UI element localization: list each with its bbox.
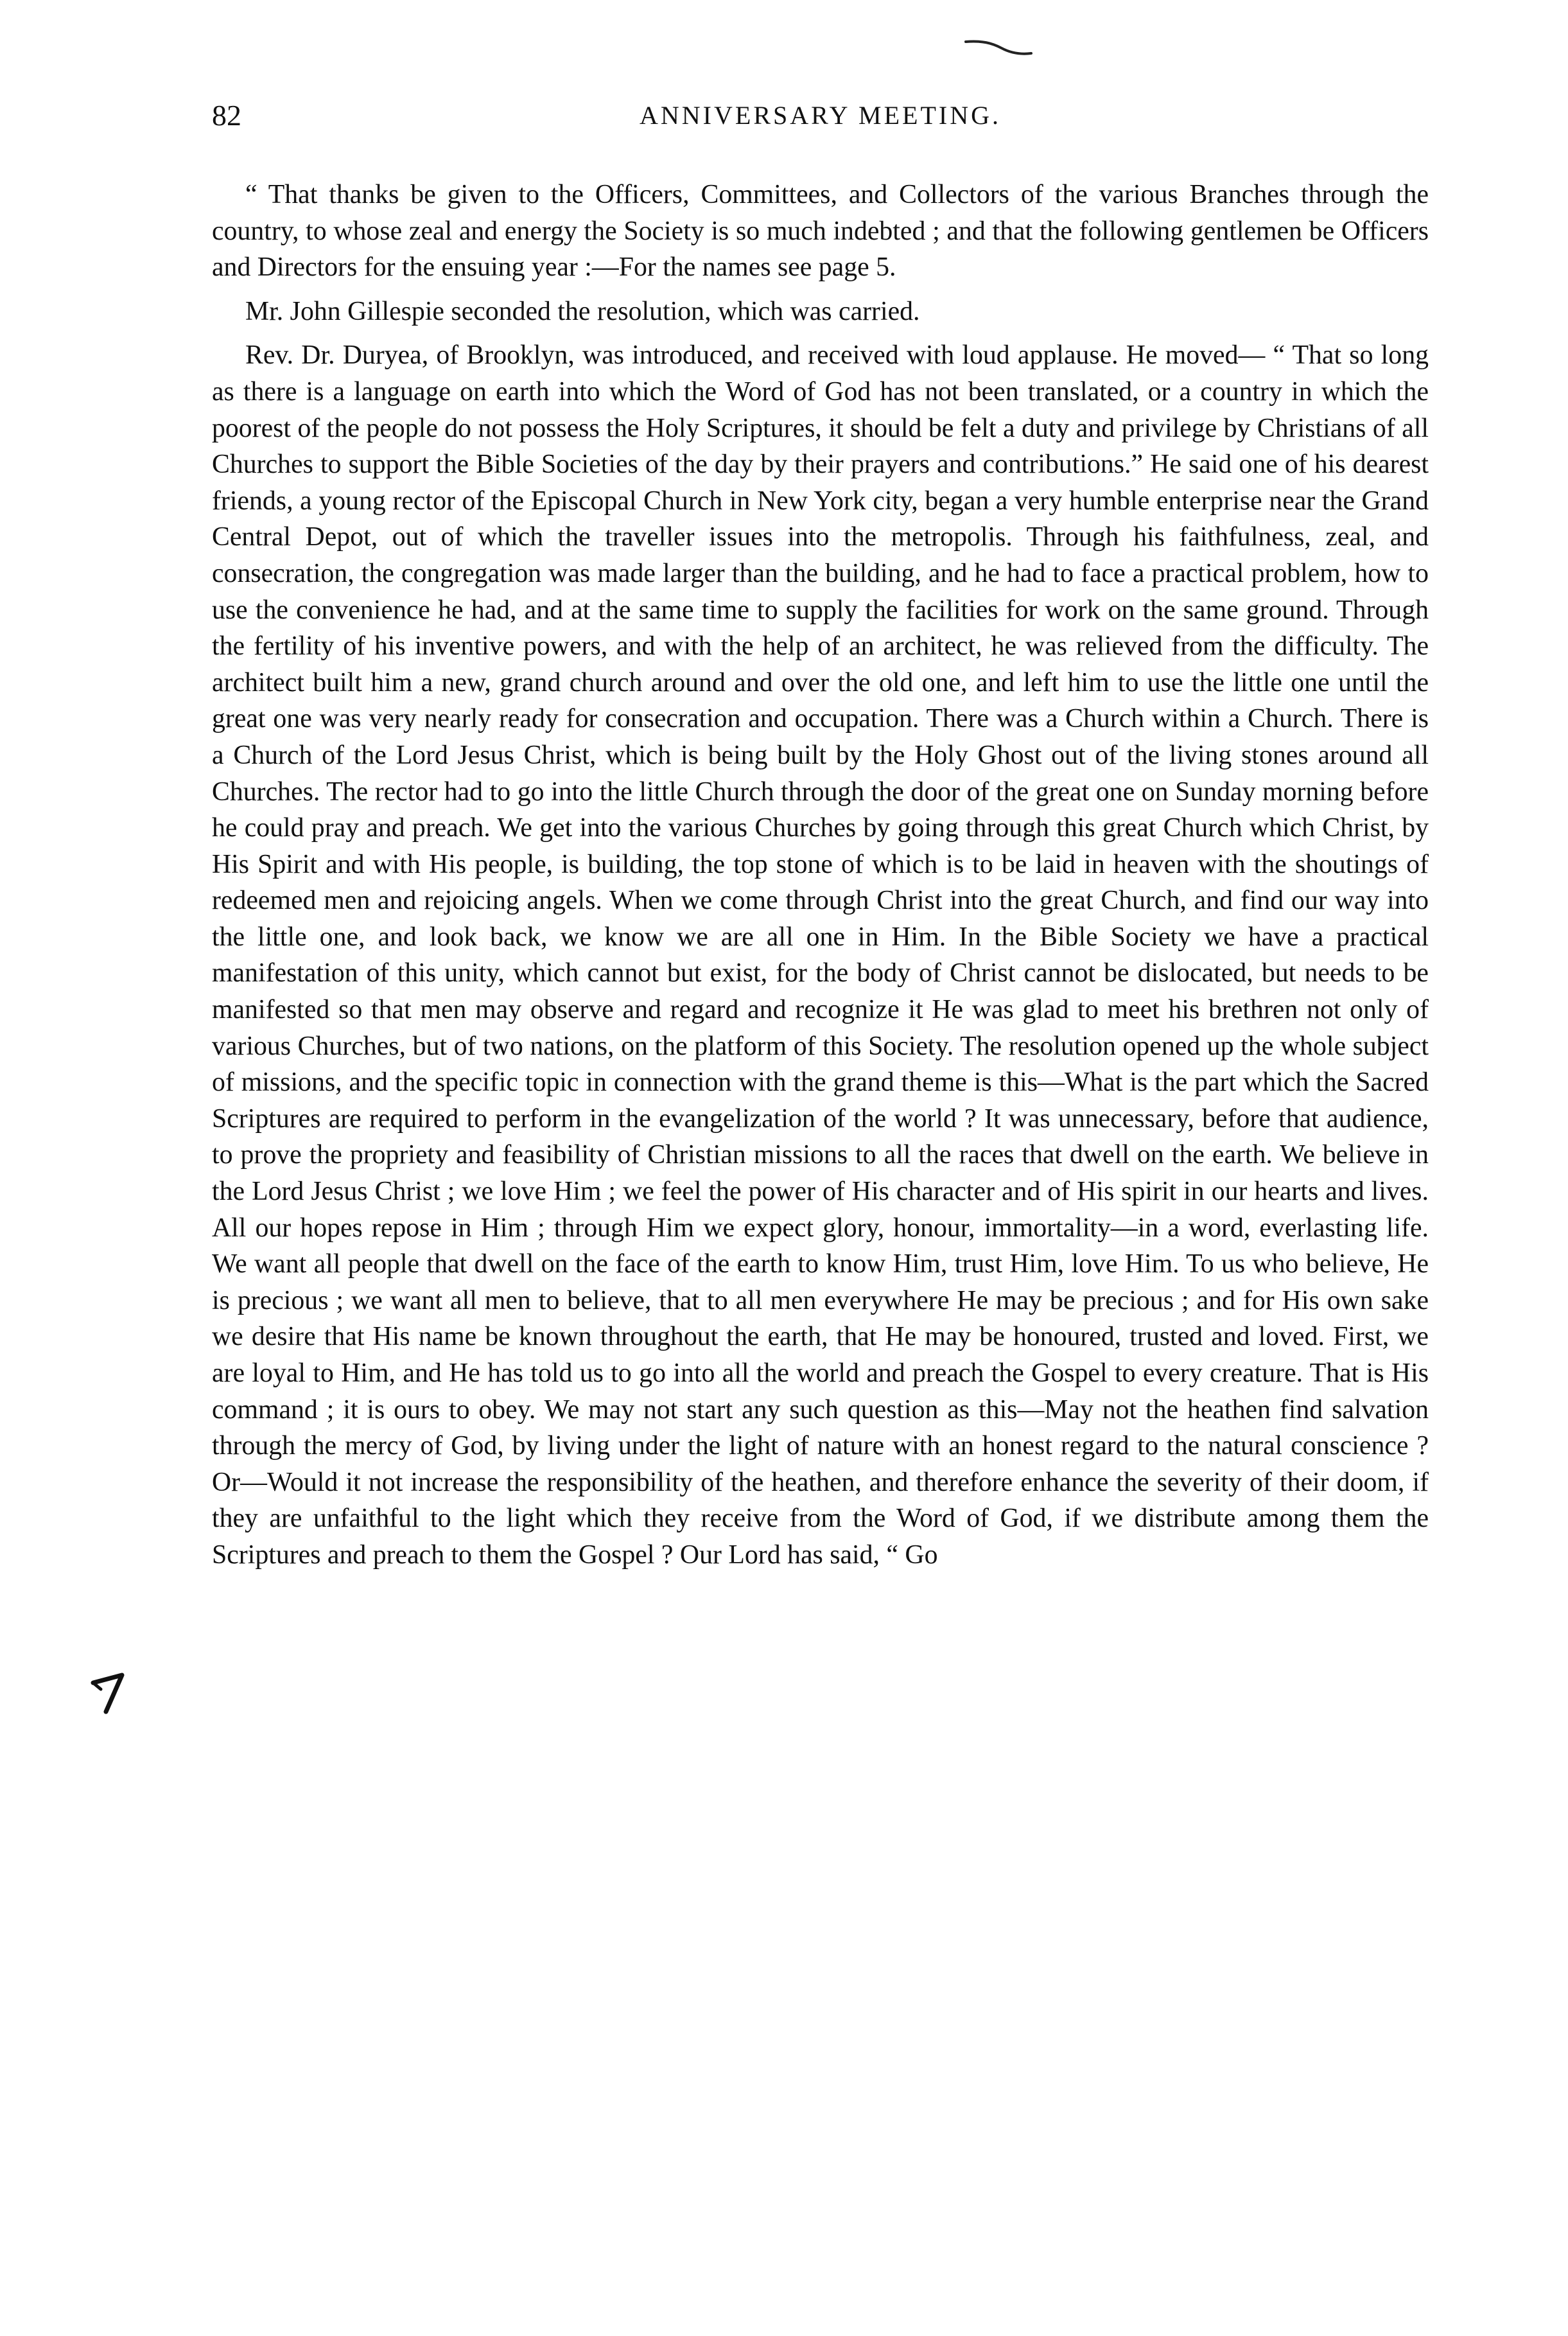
duryea-speech-paragraph: Rev. Dr. Duryea, of Brooklyn, was introduced, and received with loud applause. He moved— “ That so long as there is a language on earth into which the Word of God has not been translated, or a country in which the poorest of the people do not possess the Holy Scriptures, it should be felt a duty and privilege by Christians of all Churches to support the Bible Societies of the day by their prayers and contributions.” He said one of his dearest friends, a young rector of the Episcopal Church in New York city, began a very humble enterprise near the Grand Central Depot, out of which the traveller issues into the metropolis. Through his faithfulness, zeal, and consecration, the congregation was made larger than the building, and he had to face a practical problem, how to use the convenience he had, and at the same time to supply the facilities for work on the same ground. Through the fertility of his inventive powers, and with the help of an architect, he was relieved from the difficulty. The architect built him a new, grand church around and over the old one, and left him to use the little one until the great one was very nearly ready for consecration and occupation. There was a Church within a Church. There is a Church of the Lord Jesus Christ, which is being built by the Holy Ghost out of the living stones around all Churches. The rector had to go into the little Church through the door of the great one on Sunday morning before he could pray and preach. We get into the various Churches by going through this great Church which Christ, by His Spirit and with His people, is building, the top stone of which is to be laid in heaven with the shoutings of redeemed men and rejoicing angels. When we come through Christ into the great Church, and find our way into the little one, and look back, we know we are all one in Him. In the Bible Society we have a practical manifestation of this unity, which cannot but exist, for the body of Christ cannot be dislocated, but needs to be manifested so that men may observe and regard and recognize it He was glad to meet his brethren not only of various Churches, but of two nations, on the platform of this Society. The resolution opened up the whole subject of missions, and the specific topic in connection with the grand theme is this—What is the part which the Sacred Scriptures are required to perform in the evangelization of the world ? It was unnecessary, before that audience, to prove the propriety and feasibility of Christian missions to all the races that dwell on the earth. We believe in the Lord Jesus Christ ; we love Him ; we feel the power of His character and of His spirit in our hearts and lives. All our hopes repose in Him ; through Him we expect glory, honour, immortality—in a word, everlasting life. We want all people that dwell on the face of the earth to know Him, trust Him, love Him. To us who believe, He is precious ; we want all men to believe, that to all men everywhere He may be precious ; and for His own sake we desire that His name be known throughout the earth, that He may be honoured, trusted and loved. First, we are loyal to Him, and He has told us to go into all the world and preach the Gospel to every creature. That is His command ; it is ours to obey. We may not start any such question as this—May not the heathen find salvation through the mercy of God, by living under the light of nature with an honest regard to the natural conscience ? Or—Would it not increase the responsibility of the heathen, and therefore enhance the severity of their doom, if they are unfaithful to the light which they receive from the Word of God, if we distribute among them the Scriptures and preach to them the Gospel ? Our Lord has said, “ Go bbox=[212, 340, 1429, 1570]
seconded-paragraph: Mr. John Gillespie seconded the resolution, which was carried. bbox=[245, 296, 920, 326]
page-number: 82 bbox=[212, 99, 241, 132]
pencil-stroke-mark bbox=[963, 35, 1034, 61]
resolution-paragraph: “ That thanks be given to the Officers, Committees, and Collectors of the various Branches through the country, to whose zeal and energy the Society is so much indebted ; and that the following gentlemen be Officers and Directors for the ensuing year :—For the names see page 5. bbox=[212, 180, 1429, 283]
margin-annotation-mark bbox=[87, 1664, 144, 1721]
body-text bbox=[212, 177, 1429, 1574]
page-header bbox=[212, 96, 1429, 135]
running-title: ANNIVERSARY MEETING. bbox=[640, 101, 1001, 130]
